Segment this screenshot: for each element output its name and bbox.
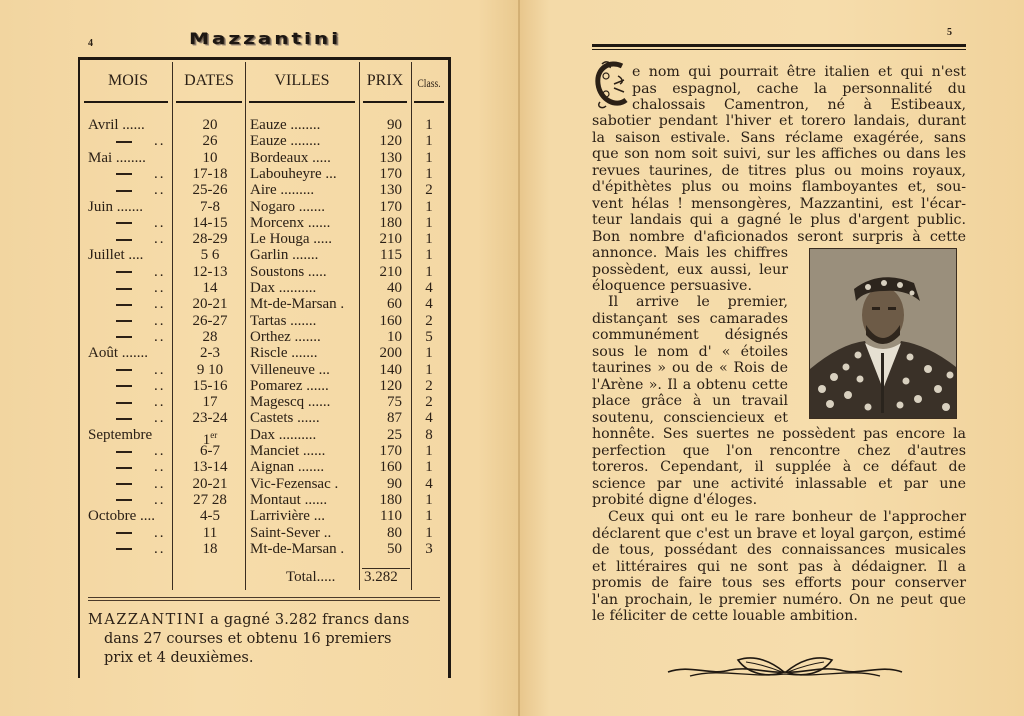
cell-class: 2 — [425, 377, 433, 394]
summary-name: MAZZANTINI — [88, 612, 206, 628]
total-label: Total..... — [286, 569, 336, 585]
summary-line3: prix et 4 deuxièmes. — [104, 650, 254, 666]
cell-class: 1 — [425, 459, 433, 476]
cell-dates: 27 28 — [193, 491, 227, 508]
cell-dates: 14-15 — [192, 214, 228, 231]
cell-dates: 2-3 — [200, 345, 220, 362]
cell-dates: 13-14 — [192, 459, 228, 476]
cell-class: 1 — [425, 345, 433, 362]
text-line: revues taurines, de titres plus ou moins royaux, — [592, 162, 966, 179]
cell-mois: .. — [88, 492, 170, 508]
cell-class: 1 — [425, 524, 433, 541]
cell-ville: Le Houga ..... — [250, 231, 333, 248]
text-line: éloquence persuasive. — [592, 278, 752, 294]
cell-ville: Aignan ....... — [250, 459, 325, 476]
cell-prix: 40 — [387, 280, 402, 296]
text-line: la saison estivale. Sans réclame exagérée, sans — [592, 129, 966, 146]
text-line: de tous, possédant des connaissances musicales — [592, 542, 966, 558]
cell-ville: Castets ...... — [250, 410, 320, 427]
cell-mois: Octobre .... — [88, 508, 156, 525]
cell-class: 4 — [425, 475, 433, 492]
cell-class: 1 — [425, 117, 433, 133]
cell-ville: Dax .......... — [250, 280, 317, 296]
cell-dates: 23-24 — [192, 410, 228, 427]
text-line: place grâce à un travail — [592, 393, 788, 409]
cell-class: 1 — [425, 263, 433, 280]
page-number-left: 4 — [88, 38, 93, 49]
cell-mois: .. — [88, 296, 170, 312]
cell-prix: 115 — [380, 247, 402, 264]
text-line: toreros. Cependant, il supplée à ce défaut de — [592, 459, 966, 475]
paragraph-1-dropcap-lines — [632, 64, 966, 114]
text-line: l'an prochain, le premier numéro. On ne peut que — [592, 591, 966, 608]
total-value: 3.282 — [364, 569, 398, 585]
cell-class: 2 — [425, 182, 433, 199]
cell-dates: 6-7 — [200, 443, 220, 459]
page-number-right: 5 — [947, 27, 952, 38]
cell-dates: 26 — [202, 133, 218, 150]
cell-class: 1 — [425, 491, 433, 508]
cell-ville: Morcenx ...... — [250, 214, 331, 231]
text-line: Bon nombre d'aficionados seront surpris à cette — [592, 228, 966, 245]
text-line: teur landais qui a gagné le plus d'argent public. — [592, 212, 966, 228]
text-line: sabotier pendant l'hiver et torero landais, durant — [592, 113, 966, 129]
book-gutter — [518, 0, 520, 716]
header-rule — [414, 101, 444, 103]
cell-mois: Août ....... — [88, 345, 148, 362]
cell-ville: Larrivière ... — [250, 508, 325, 525]
cell-mois: .. — [88, 362, 170, 378]
cell-mois: .. — [88, 378, 170, 394]
header-rule — [363, 101, 407, 103]
header-rule — [176, 101, 242, 103]
cell-prix: 90 — [387, 475, 402, 492]
cell-dates: 20-21 — [192, 475, 228, 492]
cell-class: 4 — [425, 410, 433, 427]
cell-prix: 75 — [387, 394, 402, 411]
text-line: probité digne d'éloges. — [592, 492, 758, 508]
cell-dates: 28-29 — [192, 231, 228, 248]
paragraph-1 — [592, 113, 966, 245]
cell-prix: 130 — [379, 149, 402, 166]
cell-mois: .. — [88, 313, 170, 329]
header-prix: PRIX — [366, 72, 404, 89]
cell-dates: 11 — [202, 524, 218, 541]
cell-class: 1 — [425, 361, 433, 378]
text-line: le féliciter de cette louable ambition. — [592, 608, 858, 624]
cell-mois: Juin ....... — [88, 198, 144, 215]
cell-ville: Bordeaux ..... — [250, 149, 331, 166]
cell-prix: 160 — [379, 459, 402, 476]
cell-dates: 14 — [202, 280, 218, 296]
cell-dates: 10 — [202, 149, 218, 166]
cell-mois: .. — [88, 182, 170, 198]
cell-mois: Septembre — [88, 426, 153, 443]
cell-class: 1 — [425, 133, 433, 150]
cell-dates: 15-16 — [192, 377, 228, 394]
cell-mois: .. — [88, 443, 170, 459]
cell-dates: 28 — [202, 328, 218, 345]
cell-class: 5 — [425, 328, 433, 345]
cell-mois: .. — [88, 329, 170, 345]
cell-mois: .. — [88, 264, 170, 280]
cell-prix: 25 — [387, 426, 402, 443]
cell-prix: 180 — [379, 214, 402, 231]
text-line: d'épithètes plus ou moins flamboyantes et, sou- — [592, 179, 966, 195]
cell-prix: 170 — [379, 198, 402, 215]
page-title: Mazzantini — [189, 29, 341, 48]
cell-prix: 80 — [387, 524, 402, 541]
cell-mois: Juillet .... — [88, 247, 144, 264]
cell-ville: Dax .......... — [250, 426, 317, 443]
cell-ville: Magescq ...... — [250, 394, 331, 411]
cell-ville: Tartas ....... — [250, 312, 317, 329]
paragraph-1-wrap — [592, 245, 788, 295]
text-line: Ceux qui ont eu le rare bonheur de l'approcher — [608, 509, 966, 525]
cell-prix: 110 — [380, 508, 402, 525]
header-dates: DATES — [184, 72, 234, 89]
text-line: Il arrive le premier, — [608, 294, 788, 310]
summary-line2: dans 27 courses et obtenu 16 premiers — [104, 631, 392, 647]
cell-ville: Pomarez ...... — [250, 377, 329, 394]
cell-ville: Riscle ....... — [250, 345, 318, 362]
cell-dates: 7-8 — [200, 198, 220, 215]
cell-mois: .. — [88, 410, 170, 426]
text-line: distançant ses camarades — [592, 310, 788, 327]
cell-ville: Villeneuve ... — [250, 361, 330, 378]
cell-class: 2 — [425, 312, 433, 329]
cell-dates: 1er — [202, 429, 218, 448]
text-line: vent hélas ! mensongères, Mazzantini, est l'écar- — [592, 195, 966, 212]
text-line: communément désignés — [592, 327, 788, 343]
cell-prix: 60 — [387, 296, 402, 313]
cell-prix: 170 — [379, 443, 402, 459]
cell-ville: Nogaro ....... — [250, 198, 325, 215]
header-rule — [84, 101, 168, 103]
cell-ville: Eauze ........ — [250, 133, 321, 150]
header-rule — [249, 101, 355, 103]
cell-prix: 200 — [379, 345, 402, 362]
cell-mois: .. — [88, 541, 170, 557]
text-line: annonce. Mais les chiffres — [592, 245, 788, 261]
cell-mois: .. — [88, 231, 170, 247]
cell-mois: .. — [88, 476, 170, 492]
column-divider — [172, 62, 173, 590]
cell-prix: 10 — [387, 328, 402, 345]
cell-ville: Labouheyre ... — [250, 165, 337, 182]
text-line: possèdent, eux aussi, leur — [592, 261, 788, 278]
cell-mois: .. — [88, 166, 170, 182]
cell-prix: 50 — [387, 540, 402, 557]
text-line: e nom qui pourrait être italien et qui n'est — [632, 64, 966, 80]
cell-dates: 5 6 — [200, 247, 220, 264]
cell-dates: 18 — [202, 540, 218, 557]
text-line: soutenu, consciencieux et — [592, 409, 788, 426]
cell-class: 4 — [425, 280, 433, 296]
cell-class: 1 — [425, 247, 433, 264]
cell-prix: 170 — [379, 165, 402, 182]
cell-mois: .. — [88, 525, 170, 541]
header-villes: VILLES — [274, 72, 330, 89]
cell-ville: Manciet ...... — [250, 443, 326, 459]
text-line: promis de faire tous ses efforts pour conserver — [592, 575, 966, 591]
text-line: que son nom soit suivi, sur les affiches ou dans les — [592, 146, 966, 162]
header-rule-thin — [592, 49, 966, 50]
summary-rule-top — [88, 597, 440, 598]
cell-class: 4 — [425, 296, 433, 313]
cell-ville: Vic-Fezensac . — [250, 475, 339, 492]
cell-mois: Avril ...... — [88, 117, 145, 133]
cell-prix: 140 — [379, 361, 402, 378]
cell-class: 1 — [425, 214, 433, 231]
cell-prix: 160 — [379, 312, 402, 329]
cell-prix: 130 — [379, 182, 402, 199]
header-rule-thick — [592, 44, 966, 47]
paragraph-2 — [592, 426, 966, 509]
cell-ville: Mt-de-Marsan . — [250, 296, 345, 313]
text-line: pas espagnol, cache la personnalité du — [632, 80, 966, 97]
cell-class: 1 — [425, 149, 433, 166]
cell-mois: Mai ........ — [88, 149, 146, 166]
text-line: taurines » ou de « Rois de — [592, 360, 788, 376]
summary-rule-bottom — [88, 600, 440, 601]
text-line: déclarent que c'est un brave et loyal garçon, estimé — [592, 525, 966, 542]
cell-dates: 9 10 — [196, 361, 224, 378]
bow-ornament-icon — [660, 652, 910, 686]
text-line: perfection que l'on rencontre chez d'autres — [592, 442, 966, 459]
cell-dates: 17-18 — [192, 165, 228, 182]
cell-class: 8 — [425, 426, 433, 443]
cell-class: 1 — [425, 231, 433, 248]
text-line: chalossais Camentron, né à Estibeaux, — [632, 97, 966, 113]
cell-mois: .. — [88, 215, 170, 231]
cell-prix: 210 — [379, 263, 402, 280]
header-class: Class. — [417, 76, 441, 90]
text-line: sous le nom d' « étoiles — [592, 343, 788, 360]
cell-mois: .. — [88, 459, 170, 475]
cell-ville: Aire ......... — [250, 182, 315, 199]
cell-dates: 20 — [202, 117, 218, 133]
cell-ville: Mt-de-Marsan . — [250, 540, 345, 557]
dropcap-ornament-icon — [592, 58, 634, 110]
cell-ville: Orthez ....... — [250, 328, 321, 345]
cell-ville: Soustons ..... — [250, 263, 327, 280]
summary-line1: a gagné 3.282 francs dans — [205, 612, 410, 628]
header-mois: MOIS — [107, 72, 148, 89]
cell-class: 2 — [425, 394, 433, 411]
text-line: science par une activité inlassable et par une — [592, 475, 966, 492]
cell-ville: Saint-Sever .. — [250, 524, 332, 541]
cell-ville: Garlin ....... — [250, 247, 319, 264]
cell-dates: 25-26 — [192, 182, 228, 199]
cell-prix: 87 — [387, 410, 402, 427]
cell-dates: 26-27 — [192, 312, 228, 329]
cell-prix: 90 — [387, 117, 402, 133]
text-line: et littéraires qui ne sont pas à dédaigner. Il a — [592, 558, 966, 575]
cell-mois: .. — [88, 394, 170, 410]
cell-prix: 120 — [379, 377, 402, 394]
column-divider — [411, 62, 412, 590]
paragraph-3 — [592, 509, 966, 625]
paragraph-2-wrap — [592, 294, 788, 426]
cell-class: 1 — [425, 198, 433, 215]
cell-dates: 20-21 — [192, 296, 228, 313]
cell-dates: 17 — [202, 394, 218, 411]
cell-class: 1 — [425, 165, 433, 182]
cell-class: 1 — [425, 508, 433, 525]
cell-mois: .. — [88, 280, 170, 296]
cell-dates: 12-13 — [192, 263, 228, 280]
portrait-image-icon — [810, 249, 956, 418]
cell-class: 3 — [425, 540, 433, 557]
cell-class: 1 — [425, 443, 433, 459]
cell-dates: 4-5 — [200, 508, 220, 525]
cell-ville: Eauze ........ — [250, 117, 321, 133]
text-line: honnête. Ses suertes ne possèdent pas encore la — [592, 426, 966, 442]
cell-prix: 120 — [379, 133, 402, 150]
cell-mois: .. — [88, 133, 170, 149]
cell-prix: 180 — [379, 491, 402, 508]
cell-prix: 210 — [379, 231, 402, 248]
summary-paragraph — [88, 611, 444, 668]
portrait-photo — [809, 248, 957, 419]
cell-ville: Montaut ...... — [250, 491, 328, 508]
text-line: l'Arène ». Il a obtenu cette — [592, 376, 788, 393]
